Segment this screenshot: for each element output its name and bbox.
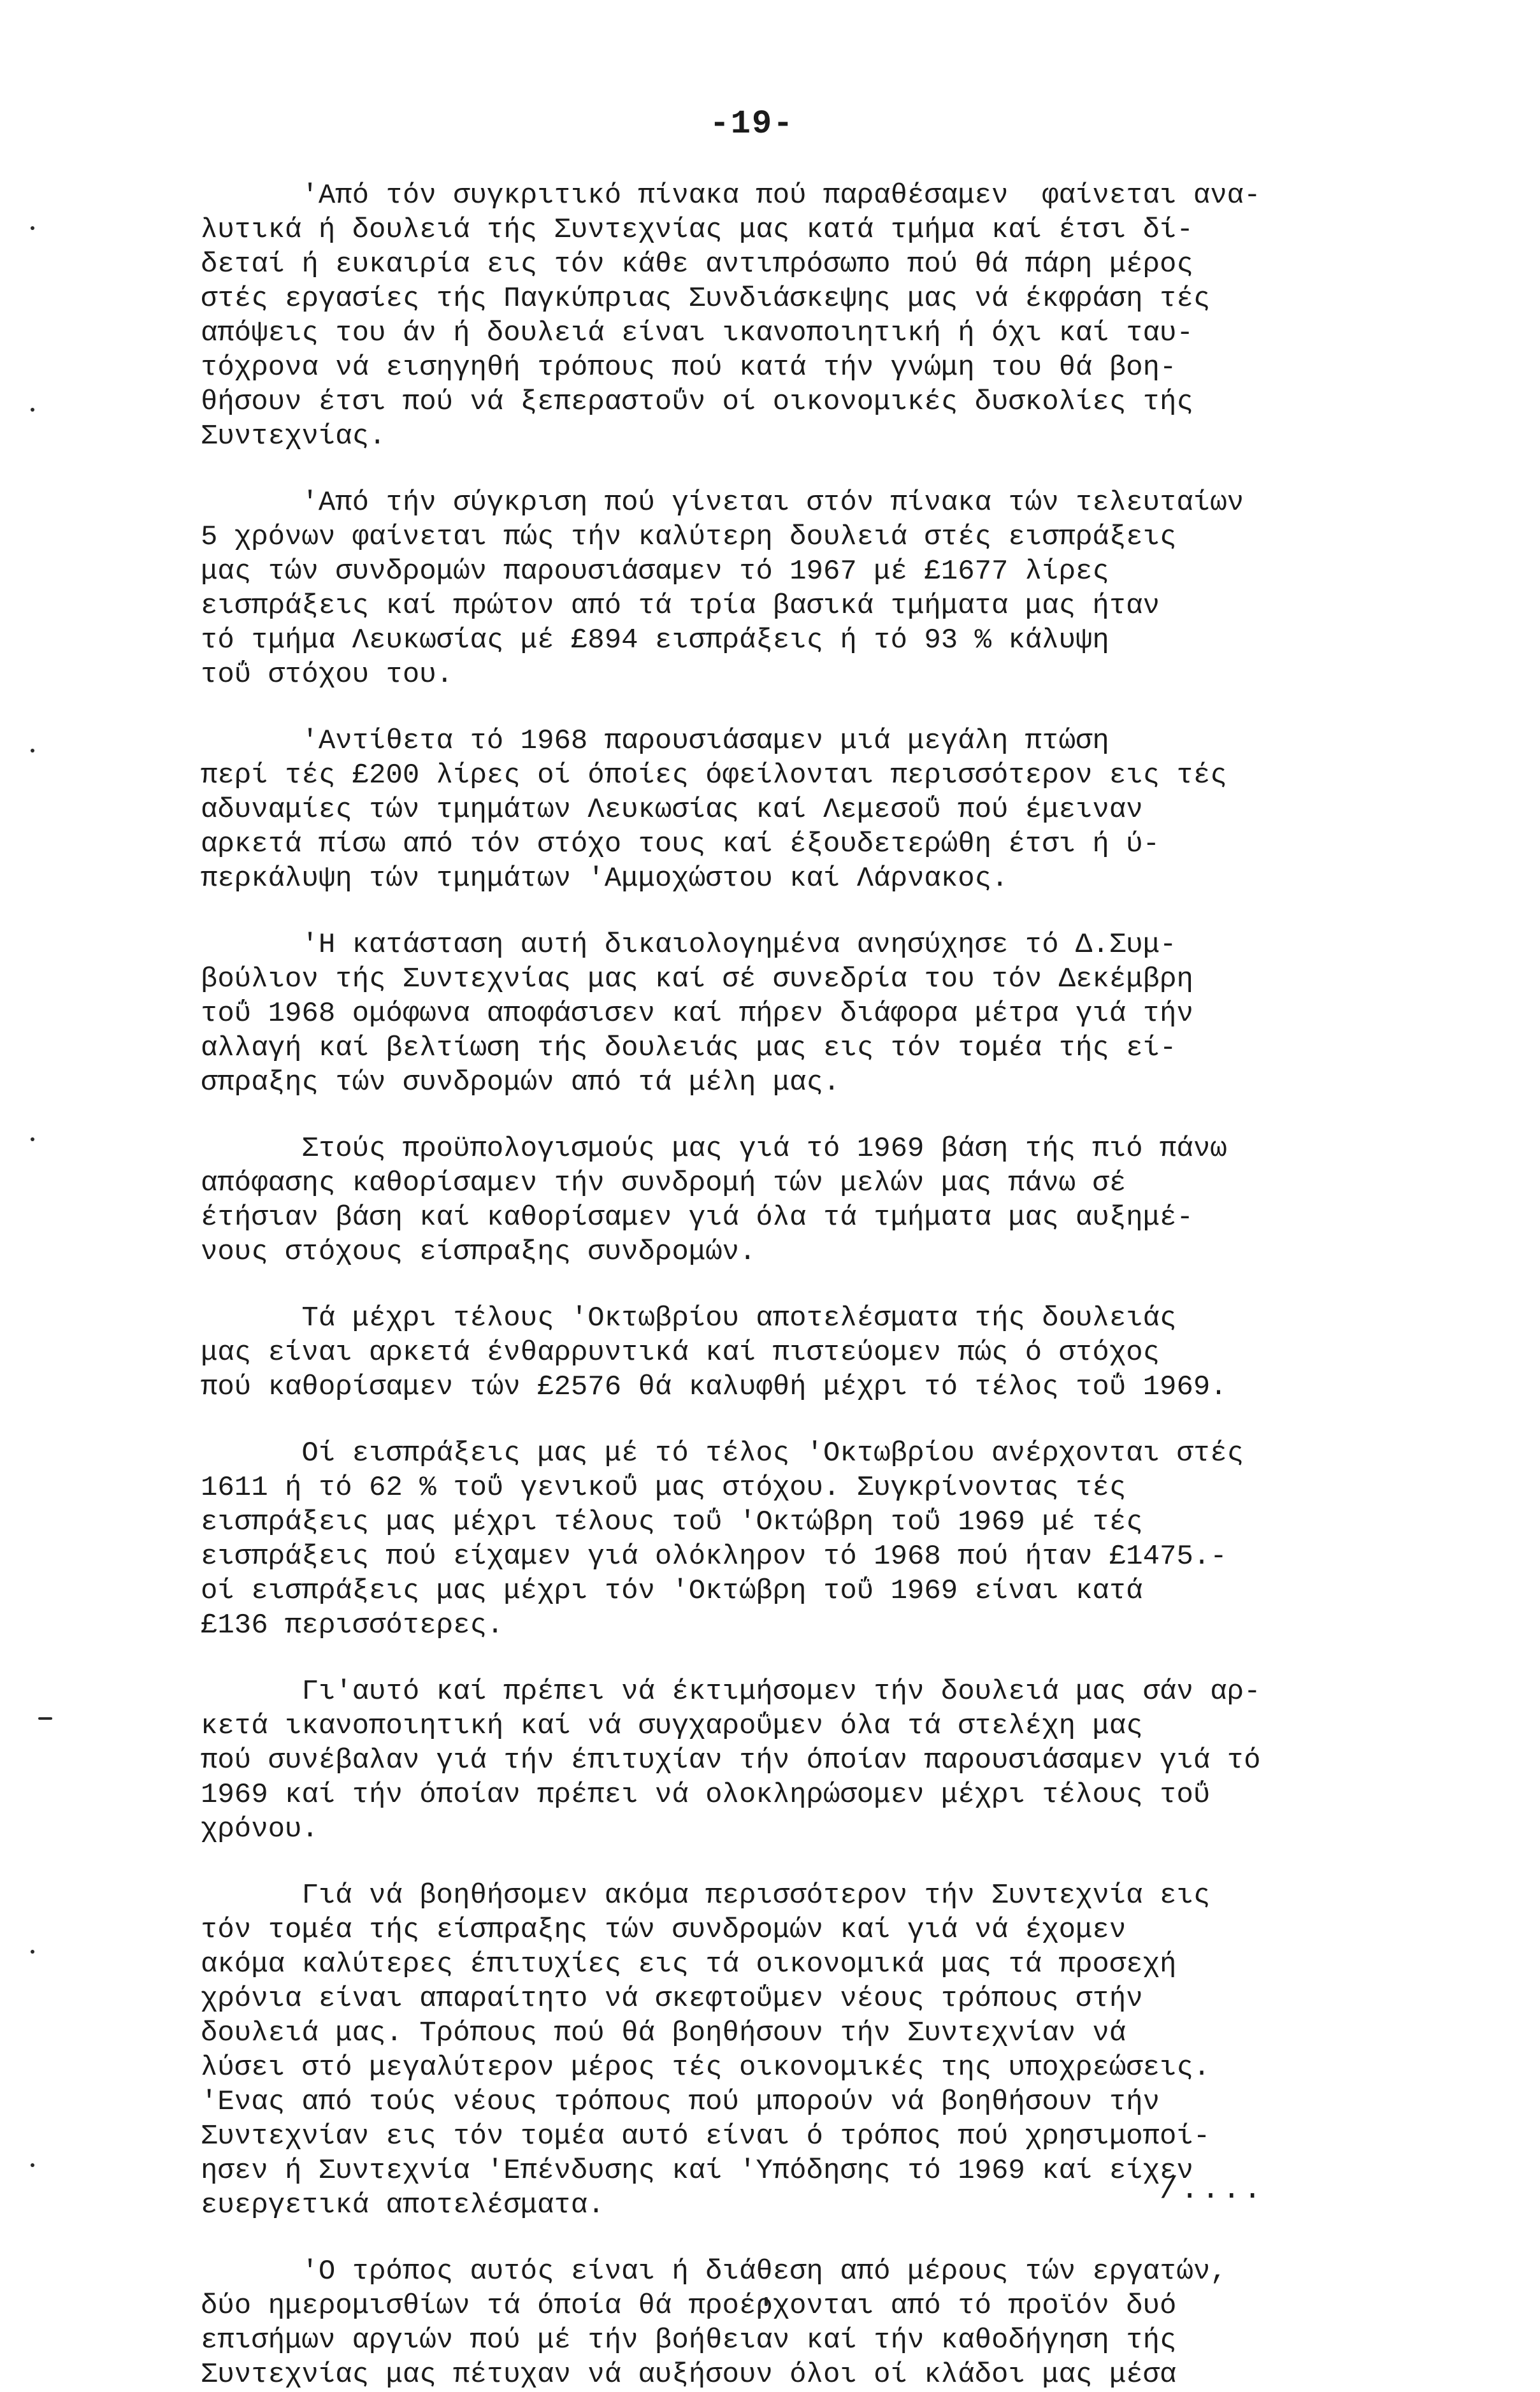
text-line: πού καθορίσαμεν τών £2576 θά καλυφθή μέχρι τό τέλος τοΰ 1969.: [201, 1371, 1227, 1403]
text-line: πού συνέβαλαν γιά τήν έπιτυχίαν τήν όποίαν παρουσιάσαμεν γιά τό: [201, 1745, 1261, 1776]
text-line: λύσει στό μεγαλύτερον μέρος τές οικονομικές της υποχρεώσεις.: [201, 2052, 1211, 2084]
text-line: απόφασης καθορίσαμεν τήν συνδρομή τών μελών μας πάνω σέ: [201, 1167, 1126, 1199]
text-line: 1611 ή τό 62 % τοΰ γενικοΰ μας στόχου. Συγκρίνοντας τές: [201, 1472, 1126, 1504]
paragraph: [201, 1878, 1414, 2223]
margin-speck: [31, 2163, 34, 2167]
text-line: 'Αντίθετα τό 1968 παρουσιάσαμεν μιά μεγάλη πτώση: [201, 725, 1109, 757]
paragraph: [201, 2254, 1414, 2392]
text-line: δουλειά μας. Τρόπους πού θά βοηθήσουν τήν Συντεχνίαν νά: [201, 2017, 1126, 2049]
text-line: μας είναι αρκετά ένθαρρυντικά καί πιστεύομεν πώς ό στόχος: [201, 1337, 1160, 1369]
text-line: αδυναμίες τών τμημάτων Λευκωσίας καί Λεμεσοΰ πού έμειναν: [201, 794, 1143, 826]
text-line: λυτικά ή δουλειά τής Συντεχνίας μας κατά τμήμα καί έτσι δί-: [201, 214, 1193, 246]
text-line: περκάλυψη τών τμημάτων 'Αμμοχώστου καί Λάρνακος.: [201, 863, 1009, 895]
text-line: 'Ο τρόπος αυτός είναι ή διάθεση από μέρους τών εργατών,: [201, 2256, 1227, 2288]
text-line: κετά ικανοποιητική καί νά συγχαροΰμεν όλα τά στελέχη μας: [201, 1710, 1143, 1742]
text-line: 'Ενας από τούς νέους τρόπους πού μπορούν νά βοηθήσουν τήν: [201, 2086, 1160, 2118]
text-line: επισήμων αργιών πού μέ τήν βοήθειαν καί τήν καθοδήγηση τής: [201, 2324, 1177, 2356]
text-line: Συντεχνίαν εις τόν τομέα αυτό είναι ό τρόπος πού χρησιμοποί-: [201, 2121, 1211, 2152]
paragraph: [201, 1301, 1414, 1404]
text-line: Στούς προϋπολογισμούς μας γιά τό 1969 βάση τής πιό πάνω: [201, 1133, 1227, 1165]
text-line: Οί εισπράξεις μας μέ τό τέλος 'Οκτωβρίου ανέρχονται στές: [201, 1437, 1244, 1469]
paragraph: [201, 178, 1414, 454]
text-line: ακόμα καλύτερες έπιτυχίες εις τά οικονομικά μας τά προσεχή: [201, 1949, 1177, 1980]
text-line: στές εργασίες τής Παγκύπριας Συνδιάσκεψης μας νά έκφράση τές: [201, 283, 1211, 315]
text-line: οί εισπράξεις μας μέχρι τόν 'Οκτώβρη τοΰ 1969 είναι κατά: [201, 1575, 1143, 1607]
paragraph: [201, 1675, 1414, 1847]
text-line: απόψεις του άν ή δουλειά είναι ικανοποιητική ή όχι καί ταυ-: [201, 317, 1193, 349]
text-line: χρόνια είναι απαραίτητο νά σκεφτοΰμεν νέους τρόπους στήν: [201, 1983, 1143, 2015]
text-line: ευεργετικά αποτελέσματα.: [201, 2189, 605, 2221]
text-line: αρκετά πίσω από τόν στόχο τους καί έξουδετερώθη έτσι ή ύ-: [201, 828, 1160, 860]
text-line: Τά μέχρι τέλους 'Οκτωβρίου αποτελέσματα τής δουλειάς: [201, 1302, 1177, 1334]
text-line: εισπράξεις μας μέχρι τέλους τοΰ 'Οκτώβρη τοΰ 1969 μέ τές: [201, 1506, 1143, 1538]
text-line: £136 περισσότερες.: [201, 1610, 504, 1641]
text-line: βούλιον τής Συντεχνίας μας καί σέ συνεδρία του τόν Δεκέμβρη: [201, 963, 1193, 995]
margin-speck: [31, 408, 34, 412]
text-line: Γι'αυτό καί πρέπει νά έκτιμήσομεν τήν δουλειά μας σάν αρ-: [201, 1676, 1261, 1708]
text-line: χρόνου.: [201, 1813, 319, 1845]
margin-speck: [31, 1137, 34, 1141]
text-line: εισπράξεις καί πρώτον από τά τρία βασικά τμήματα μας ήταν: [201, 590, 1160, 622]
text-line: εισπράξεις πού είχαμεν γιά ολόκληρον τό 1968 πού ήταν £1475.-: [201, 1541, 1227, 1573]
document-body: [201, 178, 1414, 2391]
paragraph: [201, 928, 1414, 1100]
text-line: Γιά νά βοηθήσομεν ακόμα περισσότερον τήν Συντεχνία εις: [201, 1880, 1211, 1912]
continuation-mark: /....: [1160, 2173, 1265, 2207]
page-number: -19-: [709, 105, 795, 143]
text-line: δεταί ή ευκαιρία εις τόν κάθε αντιπρόσωπο πού θά πάρη μέρος: [201, 249, 1193, 280]
text-line: τοΰ 1968 ομόφωνα αποφάσισεν καί πήρεν διάφορα μέτρα γιά τήν: [201, 998, 1193, 1030]
margin-speck: [31, 226, 34, 230]
text-line: δύο ημερομισθίων τά όποία θά προέρχονται από τό προϊόν δυό: [201, 2290, 1177, 2322]
text-line: περί τές £200 λίρες οί όποίες όφείλονται περισσότερον εις τές: [201, 760, 1227, 791]
text-line: 1969 καί τήν όποίαν πρέπει νά ολοκληρώσομεν μέχρι τέλους τοΰ: [201, 1779, 1211, 1811]
paragraph: [201, 1132, 1414, 1269]
margin-speck: [38, 1717, 52, 1720]
text-line: 5 χρόνων φαίνεται πώς τήν καλύτερη δουλειά στές εισπράξεις: [201, 521, 1177, 553]
margin-speck: [31, 1950, 34, 1954]
text-line: 'Από τήν σύγκριση πού γίνεται στόν πίνακα τών τελευταίων: [201, 487, 1244, 519]
text-line: 'Η κατάσταση αυτή δικαιολογημένα ανησύχησε τό Δ.Συμ-: [201, 929, 1177, 961]
text-line: μας τών συνδρομών παρουσιάσαμεν τό 1967 μέ £1677 λίρες: [201, 556, 1109, 587]
margin-speck: [31, 749, 34, 753]
paragraph: [201, 724, 1414, 896]
text-line: τόχρονα νά εισηγηθή τρόπους πού κατά τήν γνώμη του θά βοη-: [201, 352, 1177, 384]
paragraph: [201, 1436, 1414, 1643]
text-line: 'Από τόν συγκριτικό πίνακα πού παραθέσαμεν φαίνεται ανα-: [201, 180, 1261, 212]
paragraph: [201, 486, 1414, 692]
text-line: Συντεχνίας.: [201, 421, 386, 452]
text-line: ησεν ή Συντεχνία 'Επένδυσης καί 'Υπόδησης τό 1969 καί είχεν: [201, 2155, 1193, 2187]
text-line: Συντεχνίας μας πέτυχαν νά αυξήσουν όλοι οί κλάδοι μας μέσα: [201, 2359, 1177, 2391]
text-line: σπραξης τών συνδρομών από τά μέλη μας.: [201, 1067, 840, 1099]
text-line: έτήσιαν βάση καί καθορίσαμεν γιά όλα τά τμήματα μας αυξημέ-: [201, 1202, 1193, 1234]
text-line: θήσουν έτσι πού νά ξεπεραστοΰν οί οικονομικές δυσκολίες τής: [201, 386, 1193, 418]
text-line: νους στόχους είσπραξης συνδρομών.: [201, 1236, 756, 1268]
text-line: τοΰ στόχου του.: [201, 659, 454, 691]
text-line: τόν τομέα τής είσπραξης τών συνδρομών καί γιά νά έχομεν: [201, 1914, 1126, 1946]
text-line: αλλαγή καί βελτίωση τής δουλειάς μας εις τόν τομέα τής εί-: [201, 1032, 1177, 1064]
text-line: τό τμήμα Λευκωσίας μέ £894 εισπράξεις ή τό 93 % κάλυψη: [201, 624, 1109, 656]
